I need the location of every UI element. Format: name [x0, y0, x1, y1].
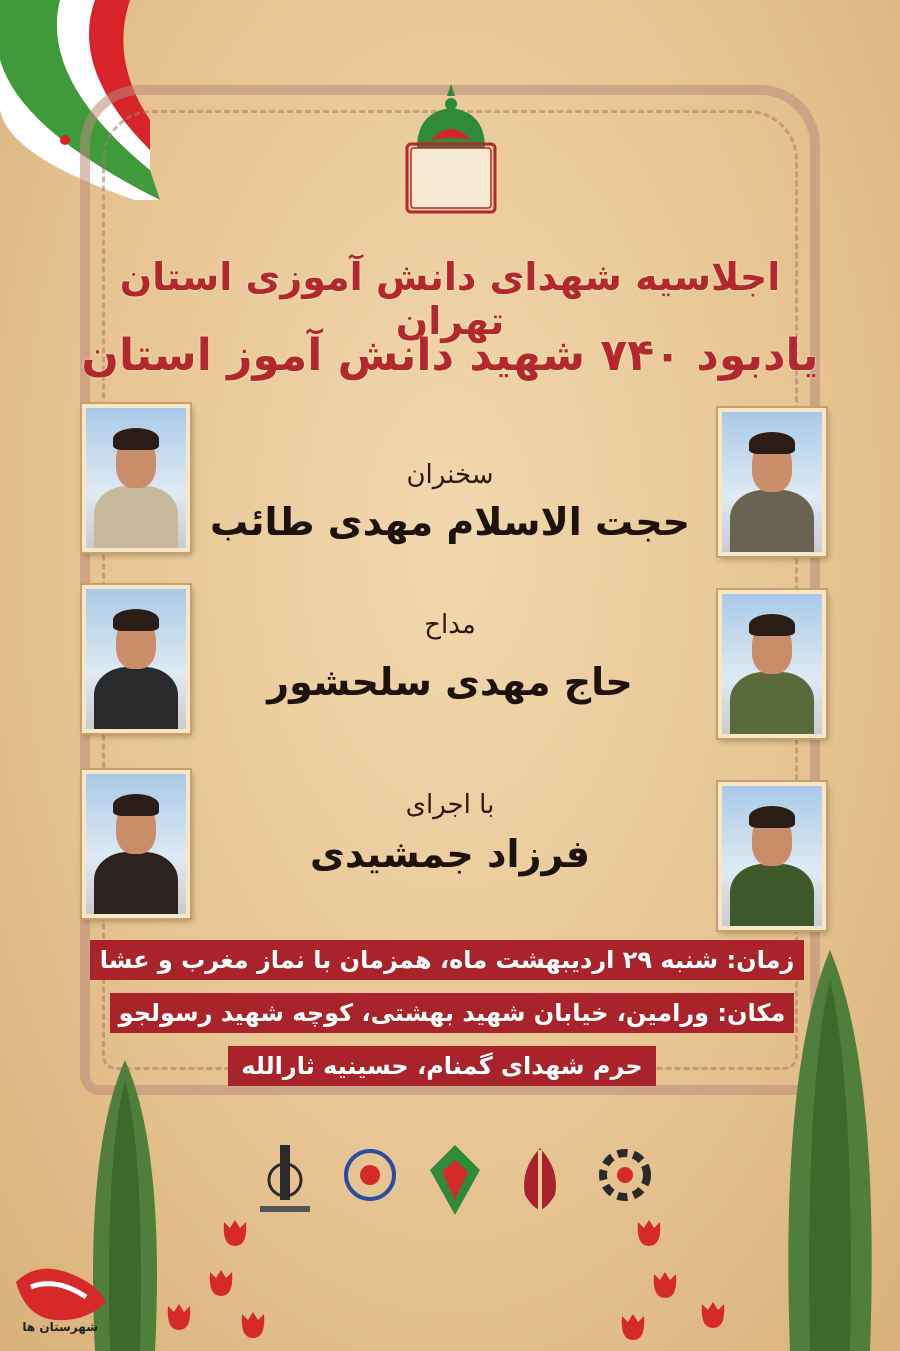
- education-logo-icon: [590, 1140, 660, 1220]
- tulip-icon: [620, 1312, 646, 1342]
- host-role: با اجرای: [405, 790, 495, 820]
- martyr-photo: [82, 585, 190, 733]
- speaker-role: سخنران: [406, 460, 494, 490]
- ornamental-frame-inner: [102, 110, 798, 1070]
- sponsor-logos: [250, 1140, 670, 1220]
- tulip-icon: [700, 1300, 726, 1330]
- tulip-icon: [222, 1218, 248, 1248]
- event-time: زمان: شنبه ۲۹ اردیبهشت ماه، همزمان با نماز مغرب و عشا: [90, 940, 804, 980]
- event-place: مکان: ورامین، خیابان شهید بهشتی، کوچه شهید رسولجو: [110, 993, 794, 1033]
- martyr-photo: [82, 404, 190, 552]
- sepah-logo-icon: [250, 1140, 320, 1220]
- cypress-tree-icon: [760, 950, 900, 1351]
- watermark-text: شهرستان ها: [22, 1320, 98, 1334]
- eulogist-role: مداح: [424, 610, 476, 640]
- martyr-photo: [82, 770, 190, 918]
- martyr-photo: [718, 590, 826, 738]
- martyr-photo: [718, 408, 826, 556]
- event-title: اجلاسیه شهدای دانش آموزی استان تهران: [119, 255, 781, 343]
- iran-emblem-icon: [505, 1140, 575, 1220]
- eulogist-name: حاج مهدی سلحشور: [267, 660, 633, 704]
- congress-emblem-icon: [395, 78, 507, 218]
- basij-logo-icon: [420, 1140, 490, 1220]
- speaker-name: حجت الاسلام مهدی طائب: [209, 500, 691, 544]
- event-subtitle: یادبود ۷۴۰ شهید دانش آموز استان: [81, 330, 819, 381]
- host-name: فرزاد جمشیدی: [310, 832, 590, 876]
- org-logo-icon: [335, 1140, 405, 1220]
- martyr-photo: [718, 782, 826, 930]
- tulip-icon: [208, 1268, 234, 1298]
- tulip-icon: [166, 1302, 192, 1332]
- tulip-icon: [240, 1310, 266, 1340]
- event-place-2: حرم شهدای گمنام، حسینیه ثارالله: [228, 1046, 656, 1086]
- tulip-icon: [652, 1270, 678, 1300]
- tulip-icon: [636, 1218, 662, 1248]
